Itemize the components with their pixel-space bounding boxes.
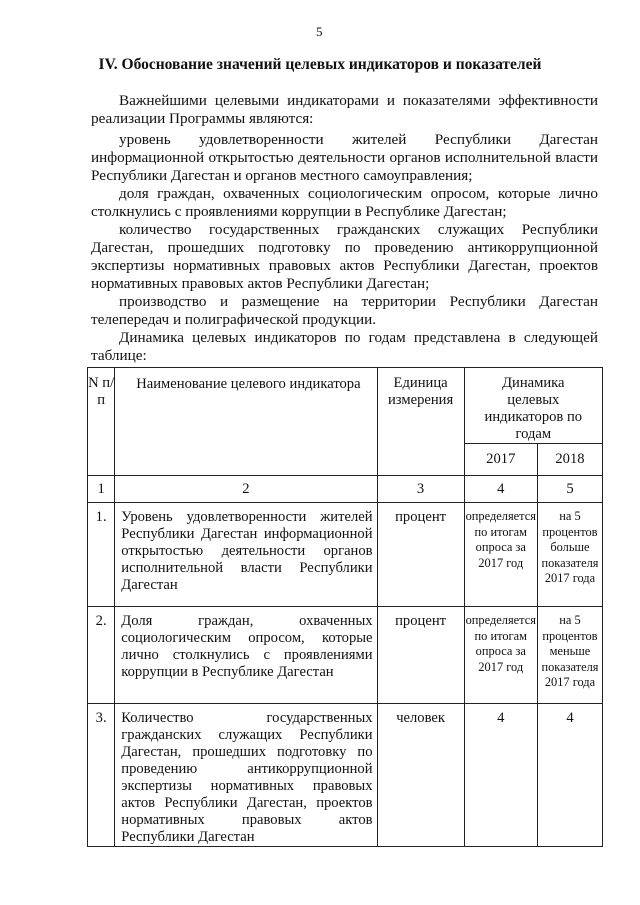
row-1-2018: на 5 процентов больше показателя 2017 года — [537, 503, 602, 607]
table-header-row — [88, 368, 603, 444]
row-2-unit: процент — [377, 607, 464, 704]
indicators-table — [87, 367, 603, 847]
row-3-unit: человек — [377, 704, 464, 847]
column-number-3: 3 — [377, 476, 464, 503]
column-number-2: 2 — [115, 476, 377, 503]
table-row — [88, 503, 603, 607]
column-number-5: 5 — [537, 476, 602, 503]
header-year-2017: 2017 — [464, 444, 537, 476]
header-name: Наименование целевого индикатора — [115, 368, 377, 476]
row-3-name: Количество государственных гражданских служащих Республики Дагестан, прошедших подготовку по проведению антикоррупционной экспертизы нормативных правовых актов Республики Дагестан, проектов нормативных правовых актов Республики Дагестан — [115, 704, 377, 847]
column-number-1: 1 — [88, 476, 115, 503]
paragraph-table-intro: Динамика целевых индикаторов по годам представлена в следующей таблице: — [91, 329, 598, 364]
row-1-2017: определяется по итогам опроса за 2017 год — [464, 503, 537, 607]
paragraph-intro: Важнейшими целевыми индикаторами и показателями эффективности реализации Программы являются: — [91, 92, 598, 127]
paragraph-indicator-4: производство и размещение на территории Республики Дагестан телепередач и полиграфической продукции. — [91, 293, 598, 328]
row-3-2018: 4 — [537, 704, 602, 847]
table-row — [88, 704, 603, 847]
row-1-name: Уровень удовлетворенности жителей Республики Дагестан информационной открытостью деятельности органов исполнительной власти Республики Дагестан — [115, 503, 377, 607]
paragraph-indicator-3: количество государственных гражданских служащих Республики Дагестан, прошедших подготовку по проведению антикоррупционной экспертизы нормативных правовых актов Республики Дагестан, проектов нормативных правовых актов Республики Дагестан; — [91, 221, 598, 292]
header-year-2018: 2018 — [537, 444, 602, 476]
header-num: N п/п — [88, 368, 115, 476]
row-2-name: Доля граждан, охваченных социологическим опросом, которые лично столкнулись с проявлениями коррупции в Республике Дагестан — [115, 607, 377, 704]
row-2-2017: определяется по итогам опроса за 2017 год — [464, 607, 537, 704]
table-row — [88, 607, 603, 704]
row-2-num: 2. — [88, 607, 115, 704]
paragraph-indicator-2: доля граждан, охваченных социологическим опросом, которые лично столкнулись с проявлениями коррупции в Республике Дагестан; — [91, 185, 598, 220]
row-2-2018: на 5 процентов меньше показателя 2017 года — [537, 607, 602, 704]
column-number-4: 4 — [464, 476, 537, 503]
page-number: 5 — [316, 24, 323, 39]
body-text — [91, 92, 598, 365]
row-1-unit: процент — [377, 503, 464, 607]
section-heading: IV. Обоснование значений целевых индикаторов и показателей — [98, 56, 542, 73]
table-column-numbers-row — [88, 476, 603, 503]
header-unit: Единица измерения — [377, 368, 464, 476]
header-dynamics: Динамика целевых индикаторов по годам — [464, 368, 602, 444]
row-3-num: 3. — [88, 704, 115, 847]
paragraph-indicator-1: уровень удовлетворенности жителей Республики Дагестан информационной открытостью деятельности органов исполнительной власти Республики Дагестан и органов местного самоуправления; — [91, 131, 598, 184]
row-3-2017: 4 — [464, 704, 537, 847]
row-1-num: 1. — [88, 503, 115, 607]
